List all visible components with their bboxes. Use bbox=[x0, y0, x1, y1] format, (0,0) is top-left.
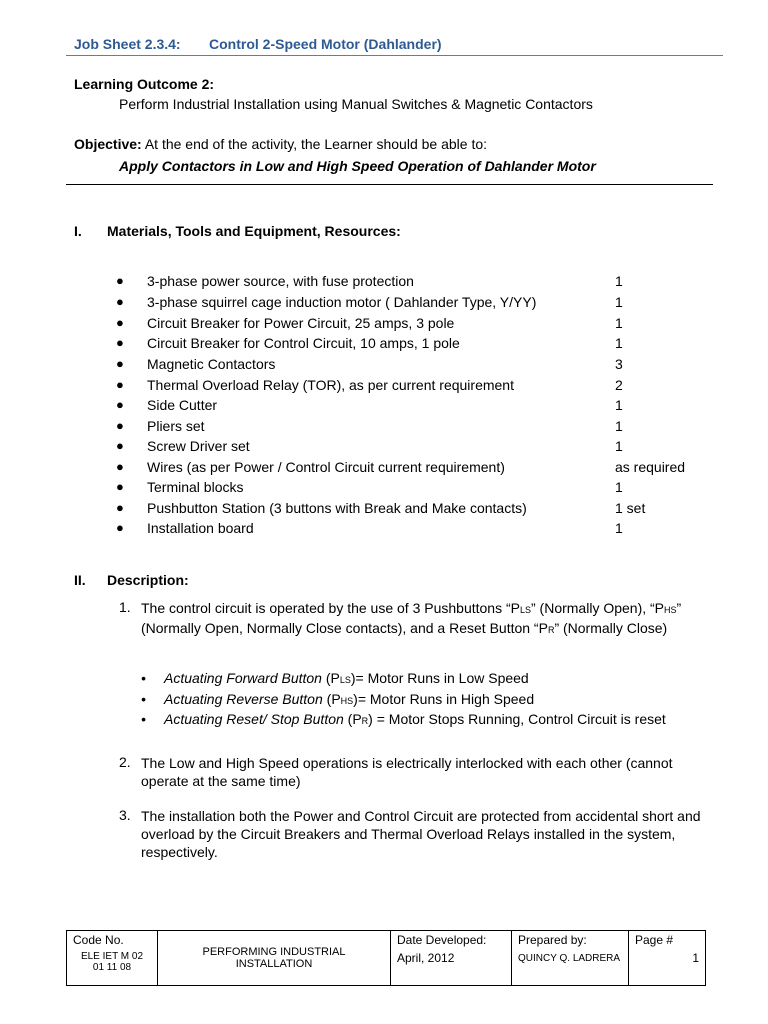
bullet-icon: ● bbox=[116, 294, 124, 309]
section-i-numeral: I. bbox=[74, 223, 82, 239]
section-i-heading: Materials, Tools and Equipment, Resources: bbox=[107, 223, 401, 239]
document-header bbox=[74, 36, 442, 52]
list-item bbox=[0, 418, 768, 438]
material-qty: 1 set bbox=[615, 500, 646, 516]
module-title-line: PERFORMING INDUSTRIAL bbox=[202, 946, 346, 958]
section-ii-heading: Description: bbox=[107, 572, 189, 588]
prepared-value: QUINCY Q. LADRERA bbox=[518, 953, 621, 964]
material-name: 3-phase squirrel cage induction motor ( Dahlander Type, Y/YY) bbox=[147, 294, 537, 310]
bullet-icon: • bbox=[141, 670, 146, 686]
footer-page-cell bbox=[629, 931, 706, 986]
page-label: Page # bbox=[635, 933, 674, 947]
list-item bbox=[0, 520, 768, 540]
material-name: Circuit Breaker for Control Circuit, 10 amps, 1 pole bbox=[147, 335, 460, 351]
learning-outcome-label: Learning Outcome 2: bbox=[74, 76, 215, 92]
bullet-icon: ● bbox=[116, 418, 124, 433]
date-label: Date Developed: bbox=[397, 933, 487, 947]
bullet-icon: ● bbox=[116, 459, 124, 474]
footer-date-cell bbox=[391, 931, 512, 986]
material-qty: 1 bbox=[615, 397, 623, 413]
objective-text: At the end of the activity, the Learner should be able to: bbox=[144, 136, 488, 152]
list-item bbox=[0, 294, 768, 314]
module-title-line: INSTALLATION bbox=[235, 958, 313, 970]
section-ii-numeral: II. bbox=[74, 572, 86, 588]
material-qty: 1 bbox=[615, 520, 623, 536]
footer-module-cell bbox=[158, 931, 391, 986]
bullet-icon: ● bbox=[116, 356, 124, 371]
bullet-icon: ● bbox=[116, 377, 124, 392]
prepared-label: Prepared by: bbox=[518, 933, 587, 947]
material-name: 3-phase power source, with fuse protection bbox=[147, 273, 414, 289]
list-item bbox=[0, 438, 768, 458]
material-name: Terminal blocks bbox=[147, 479, 244, 495]
material-name: Circuit Breaker for Power Circuit, 25 amps, 3 pole bbox=[147, 315, 455, 331]
material-qty: 3 bbox=[615, 356, 623, 372]
material-name: Magnetic Contactors bbox=[147, 356, 276, 372]
objective-goal: Apply Contactors in Low and High Speed Operation of Dahlander Motor bbox=[119, 158, 596, 174]
description-item-text: The Low and High Speed operations is electrically interlocked with each other (cannot operate at the same time) bbox=[141, 755, 673, 789]
description-item-text: The control circuit is operated by the use of 3 Pushbuttons “PLS” (Normally Open), “PHS” (Normally Open, Normally Close contacts), and a Reset Button “PR” (Normally Close) bbox=[141, 600, 682, 636]
date-value: April, 2012 bbox=[397, 951, 455, 965]
section-divider bbox=[66, 184, 713, 185]
description-item-text: The installation both the Power and Control Circuit are protected from accidental short and overload by the Circuit Breakers and Thermal Overload Relays installed in the system, respectively. bbox=[141, 808, 701, 860]
material-qty: as required bbox=[615, 459, 686, 475]
material-qty: 1 bbox=[615, 315, 623, 331]
material-name: Screw Driver set bbox=[147, 438, 250, 454]
code-value: ELE IET M 02 01 11 08 bbox=[80, 951, 144, 973]
objective-label: Objective: bbox=[74, 136, 142, 152]
bullet-icon: ● bbox=[116, 315, 124, 330]
bullet-icon: ● bbox=[116, 273, 124, 288]
learning-outcome-text: Perform Industrial Installation using Manual Switches & Magnetic Contactors bbox=[119, 96, 593, 112]
footer-code-cell bbox=[67, 931, 158, 986]
list-item bbox=[0, 479, 768, 499]
list-item bbox=[0, 397, 768, 417]
list-item bbox=[0, 500, 768, 520]
list-item bbox=[0, 315, 768, 335]
bullet-icon: ● bbox=[116, 479, 124, 494]
list-item: • Actuating Reset/ Stop Button (PR) = Motor Stops Running, Control Circuit is reset bbox=[141, 711, 666, 727]
list-item bbox=[0, 459, 768, 479]
list-item bbox=[0, 273, 768, 293]
page-number: 1 bbox=[692, 951, 699, 965]
material-qty: 1 bbox=[615, 479, 623, 495]
description-item-number: 1. bbox=[119, 599, 131, 615]
material-qty: 1 bbox=[615, 418, 623, 434]
footer-prepared-cell bbox=[512, 931, 629, 986]
material-qty: 1 bbox=[615, 294, 623, 310]
material-name: Pliers set bbox=[147, 418, 205, 434]
bullet-icon: • bbox=[141, 691, 146, 707]
material-qty: 1 bbox=[615, 438, 623, 454]
list-item bbox=[0, 356, 768, 376]
material-name: Wires (as per Power / Control Circuit current requirement) bbox=[147, 459, 505, 475]
code-label: Code No. bbox=[73, 933, 124, 947]
bullet-icon: ● bbox=[116, 335, 124, 350]
list-item bbox=[0, 377, 768, 397]
description-item-number: 2. bbox=[119, 754, 131, 770]
bullet-icon: ● bbox=[116, 500, 124, 515]
header-divider bbox=[66, 55, 723, 56]
objective-line bbox=[74, 136, 487, 152]
job-sheet-title: Control 2-Speed Motor (Dahlander) bbox=[209, 36, 442, 52]
material-qty: 1 bbox=[615, 335, 623, 351]
bullet-icon: • bbox=[141, 711, 146, 727]
material-name: Installation board bbox=[147, 520, 254, 536]
material-qty: 1 bbox=[615, 273, 623, 289]
bullet-icon: ● bbox=[116, 397, 124, 412]
document-footer bbox=[66, 930, 706, 986]
material-name: Thermal Overload Relay (TOR), as per current requirement bbox=[147, 377, 514, 393]
list-item: • Actuating Forward Button (PLS)= Motor Runs in Low Speed bbox=[141, 670, 529, 686]
bullet-icon: ● bbox=[116, 520, 124, 535]
list-item: • Actuating Reverse Button (PHS)= Motor Runs in High Speed bbox=[141, 691, 535, 707]
bullet-icon: ● bbox=[116, 438, 124, 453]
material-qty: 2 bbox=[615, 377, 623, 393]
job-sheet-number: Job Sheet 2.3.4: bbox=[74, 36, 181, 52]
material-name: Pushbutton Station (3 buttons with Break and Make contacts) bbox=[147, 500, 527, 516]
material-name: Side Cutter bbox=[147, 397, 218, 413]
list-item bbox=[0, 335, 768, 355]
description-item-number: 3. bbox=[119, 807, 131, 823]
